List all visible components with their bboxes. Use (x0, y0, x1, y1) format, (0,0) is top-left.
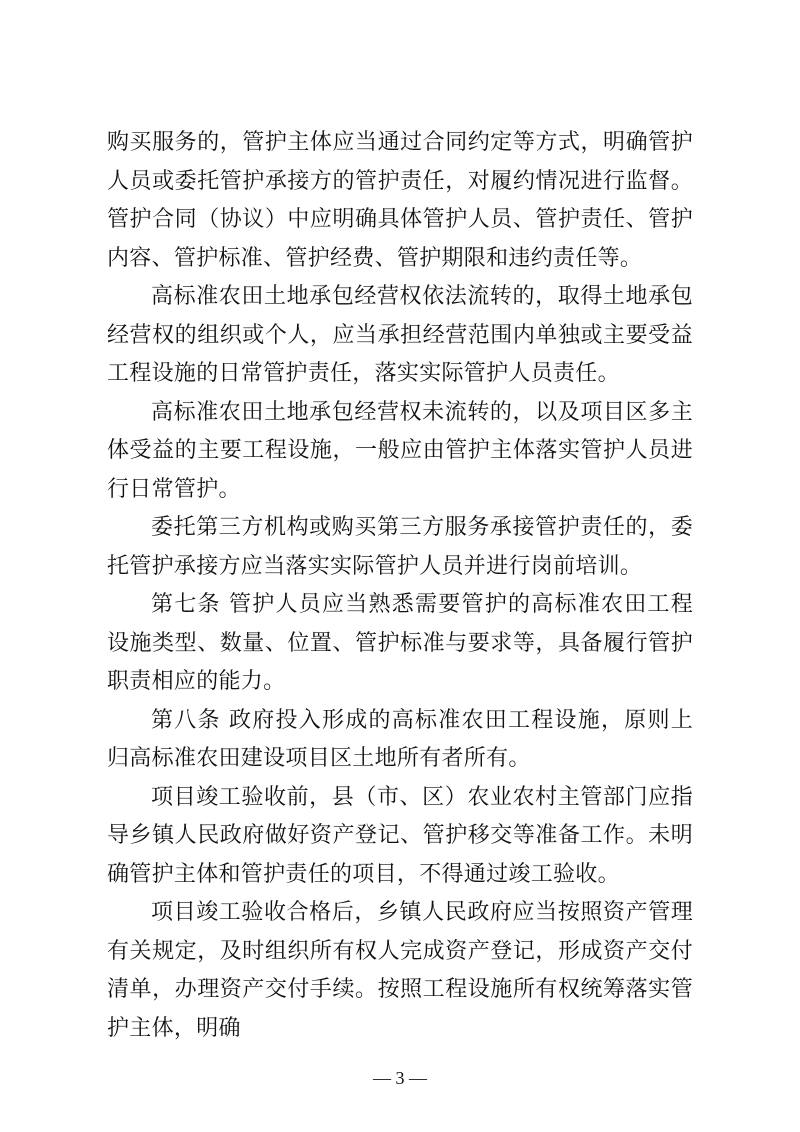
page-number: — 3 — (373, 1068, 427, 1088)
paragraph-1: 购买服务的，管护主体应当通过合同约定等方式，明确管护人员或委托管护承接方的管护责任，对履约情况进行监督。管护合同（协议）中应明确具体管护人员、管护责任、管护内容、管护标准、管护经费、管护期限和违约责任等。 (107, 130, 693, 271)
paragraph-4: 委托第三方机构或购买第三方服务承接管护责任的，委托管护承接方应当落实实际管护人员并进行岗前培训。 (107, 515, 693, 579)
paragraph-3: 高标准农田土地承包经营权未流转的，以及项目区多主体受益的主要工程设施，一般应由管护主体落实管护人员进行日常管护。 (107, 399, 693, 502)
body-text (107, 124, 693, 1048)
paragraph-8: 项目竣工验收合格后，乡镇人民政府应当按照资产管理有关规定，及时组织所有权人完成资产登记，形成资产交付清单，办理资产交付手续。按照工程设施所有权统筹落实管护主体，明确 (107, 900, 693, 1041)
paragraph-7: 项目竣工验收前，县（市、区）农业农村主管部门应指导乡镇人民政府做好资产登记、管护移交等准备工作。未明确管护主体和管护责任的项目，不得通过竣工验收。 (107, 784, 693, 887)
paragraph-article-7: 第七条 管护人员应当熟悉需要管护的高标准农田工程设施类型、数量、位置、管护标准与要求等，具备履行管护职责相应的能力。 (107, 592, 693, 694)
paragraph-article-8: 第八条 政府投入形成的高标准农田工程设施，原则上归高标准农田建设项目区土地所有者所有。 (107, 707, 693, 771)
paragraph-2: 高标准农田土地承包经营权依法流转的，取得土地承包经营权的组织或个人，应当承担经营范围内单独或主要受益工程设施的日常管护责任，落实实际管护人员责任。 (107, 284, 693, 386)
